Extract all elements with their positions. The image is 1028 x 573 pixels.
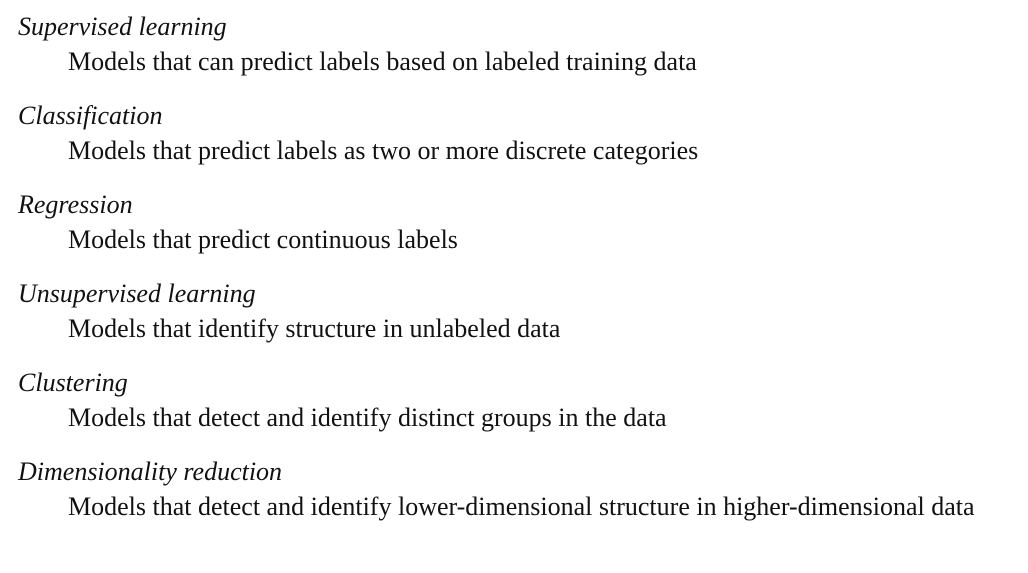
glossary-definition: Models that predict continuous labels — [68, 225, 458, 254]
glossary-definition: Models that detect and identify distinct groups in the data — [68, 403, 667, 432]
glossary-term: Dimensionality reduction — [18, 457, 283, 486]
glossary-entry — [18, 276, 1018, 346]
glossary-definition: Models that predict labels as two or more discrete categories — [68, 136, 699, 165]
glossary-term: Classification — [18, 101, 163, 130]
glossary-term: Clustering — [18, 368, 128, 397]
glossary-definition: Models that detect and identify lower-dimensional structure in higher-dimensional data — [68, 492, 975, 521]
glossary-definition: Models that identify structure in unlabeled data — [68, 314, 561, 343]
glossary-entry — [18, 187, 1018, 257]
glossary-term: Regression — [18, 190, 133, 219]
glossary-entry — [18, 454, 1018, 524]
glossary-definition: Models that can predict labels based on labeled training data — [68, 47, 697, 76]
glossary-entry — [18, 365, 1018, 435]
glossary-term: Unsupervised learning — [18, 279, 256, 308]
glossary-entry — [18, 98, 1018, 168]
glossary-entry — [18, 9, 1018, 79]
glossary-term: Supervised learning — [18, 12, 227, 41]
